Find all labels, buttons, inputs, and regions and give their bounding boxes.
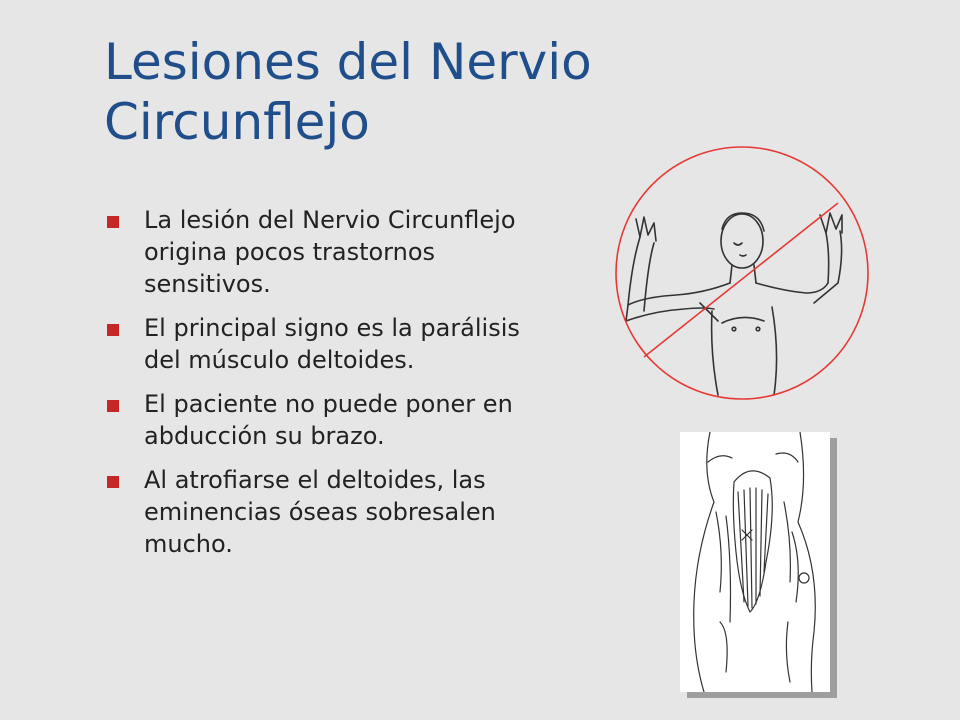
bullet-square-icon bbox=[107, 400, 119, 412]
bullet-text: El principal signo es la parálisis del músculo deltoides. bbox=[144, 314, 520, 374]
deltoid-atrophy-illustration bbox=[680, 432, 830, 692]
bullet-list bbox=[104, 204, 524, 572]
bullet-square-icon bbox=[107, 324, 119, 336]
man-raising-arms-prohibited-illustration bbox=[614, 143, 870, 403]
bullet-text: La lesión del Nervio Circunflejo origina pocos trastornos sensitivos. bbox=[144, 206, 516, 298]
bullet-square-icon bbox=[107, 476, 119, 488]
slide-title: Lesiones del Nervio Circunflejo bbox=[104, 33, 592, 151]
bullet-item bbox=[104, 464, 524, 560]
bullet-text: Al atrofiarse el deltoides, las eminencias óseas sobresalen mucho. bbox=[144, 466, 496, 558]
bullet-square-icon bbox=[107, 216, 119, 228]
bullet-item bbox=[104, 388, 524, 452]
bullet-item bbox=[104, 312, 524, 376]
bullet-text: El paciente no puede poner en abducción su brazo. bbox=[144, 390, 513, 450]
bullet-item bbox=[104, 204, 524, 300]
